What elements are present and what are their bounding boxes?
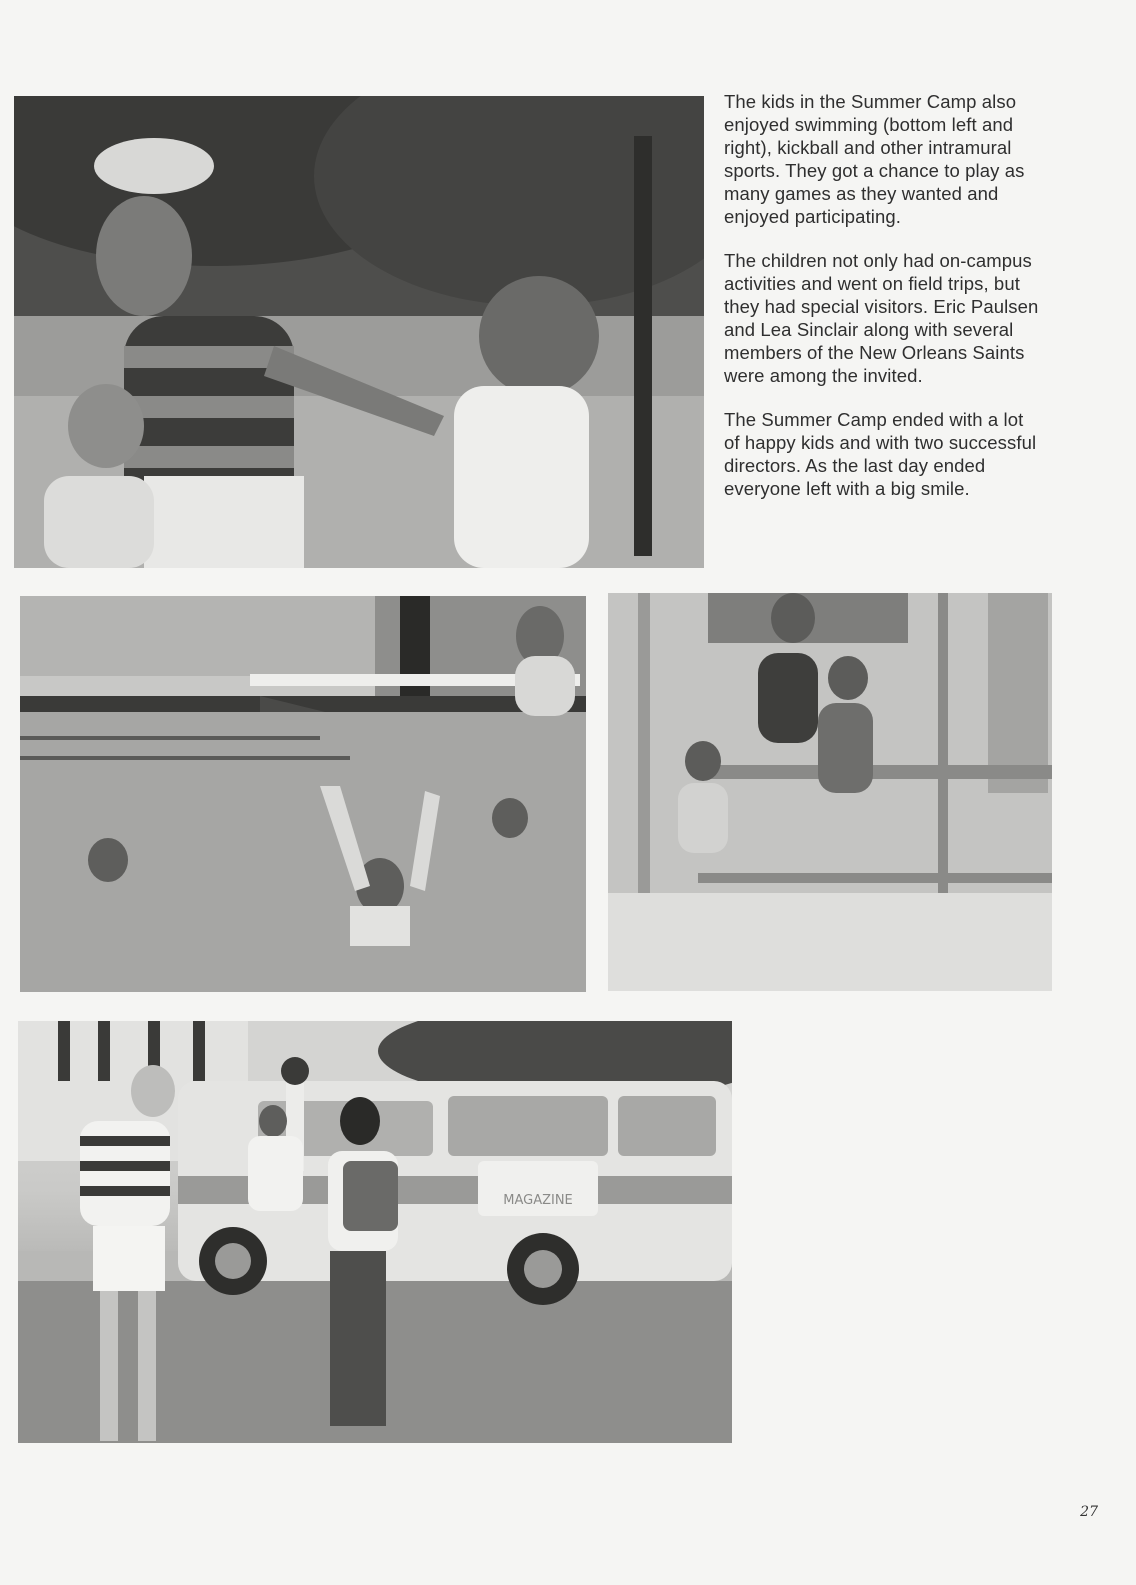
paragraph-visitors: The children not only had on-campus activities and went on field trips, but they had special visitors. Eric Paulsen and Lea Sinclair along with several members of the New Orleans Saints were among the invited. [724, 250, 1039, 386]
photo-diving-board [608, 593, 1052, 991]
article-text [724, 90, 1044, 521]
paragraph-sports: The kids in the Summer Camp also enjoyed swimming (bottom left and right), kickball and other intramural sports. They got a chance to play as many games as they wanted and enjoyed participating. [724, 91, 1025, 227]
photo-diving-board-illustration [608, 593, 1052, 991]
paragraph-ending: The Summer Camp ended with a lot of happy kids and with two successful directors. As the last day ended everyone left with a big smile. [724, 409, 1037, 499]
photo-counselor-with-kids-illustration [14, 96, 704, 568]
page-number: 27 [1080, 1504, 1098, 1520]
photo-pool-swimming-illustration [20, 596, 586, 992]
photo-counselor-with-kids [14, 96, 704, 568]
photo-van-visitors [18, 1021, 732, 1443]
photo-van-visitors-illustration [18, 1021, 732, 1443]
photo-pool-swimming [20, 596, 586, 992]
van-sign-text: MAGAZINE [503, 1193, 573, 1208]
